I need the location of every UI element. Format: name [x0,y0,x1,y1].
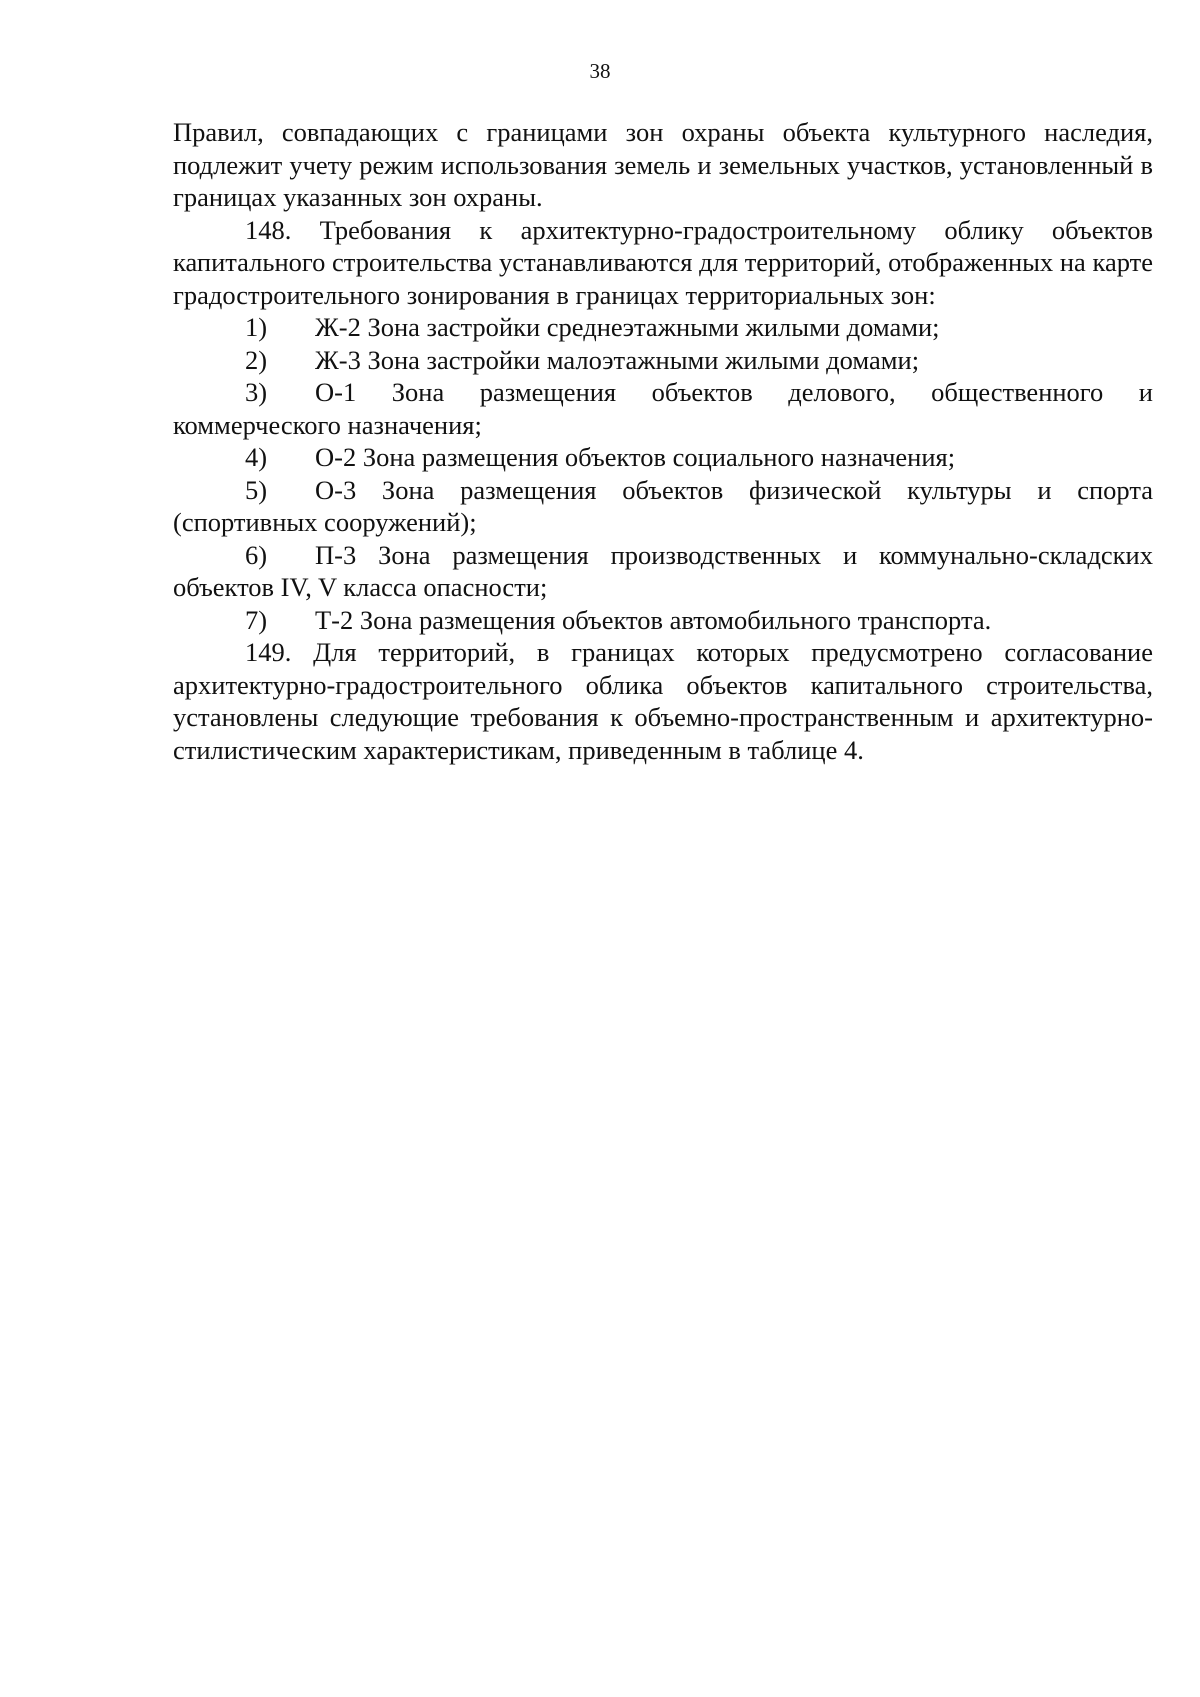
page-body [173,116,1153,766]
list-item-number: 5) [245,474,268,505]
paragraph-intro: Правил, совпадающих с границами зон охраны объекта культурного наследия, подлежит учету режим использования земель и земельных участков, установленный в границах указанных зон охраны. [173,117,1153,212]
paragraph-149: 149. Для территорий, в границах которых предусмотрено согласование архитектурно-градостроительного облика объектов капитального строительства, установлены следующие требования к объемно-пространственным и архитектурно-стилистическим характеристикам, приведенным в таблице 4. [173,637,1153,765]
paragraph-148: 148. Требования к архитектурно-градостроительному облику объектов капитального строительства устанавливаются для территорий, отображенных на карте градостроительного зонирования в границах территориальных зон: [173,214,1153,310]
list-item-number: 7) [245,604,268,635]
list-item [173,441,1153,474]
list-item-number: 2) [245,344,268,375]
list-item [173,604,1153,637]
list-item-number: 3) [245,377,268,407]
list-item-text: О-3 Зона размещения объектов физической культуры и спорта (спортивных сооружений); [173,474,1153,537]
list-item-text: П-3 Зона размещения производственных и коммунально-складских объектов IV, V класса опасности; [173,539,1153,602]
list-item-number: 4) [245,442,268,472]
list-item-text: О-1 Зона размещения объектов делового, общественного и коммерческого назначения; [173,377,1153,440]
list-item [173,344,1153,377]
list-item-text: Ж-2 Зона застройки среднеэтажными жилыми домами; [315,312,940,342]
list-item-text: О-2 Зона размещения объектов социального назначения; [315,442,956,472]
list-item-number: 1) [245,312,268,342]
page-number: 38 [589,59,611,83]
list-item [173,539,1153,604]
list-item-text: Т-2 Зона размещения объектов автомобильного транспорта. [315,604,992,635]
list-item [173,311,1153,344]
list-item [173,474,1153,539]
list-item-number: 6) [245,539,268,570]
list-item-text: Ж-3 Зона застройки малоэтажными жилыми домами; [315,344,920,375]
list-item [173,376,1153,441]
